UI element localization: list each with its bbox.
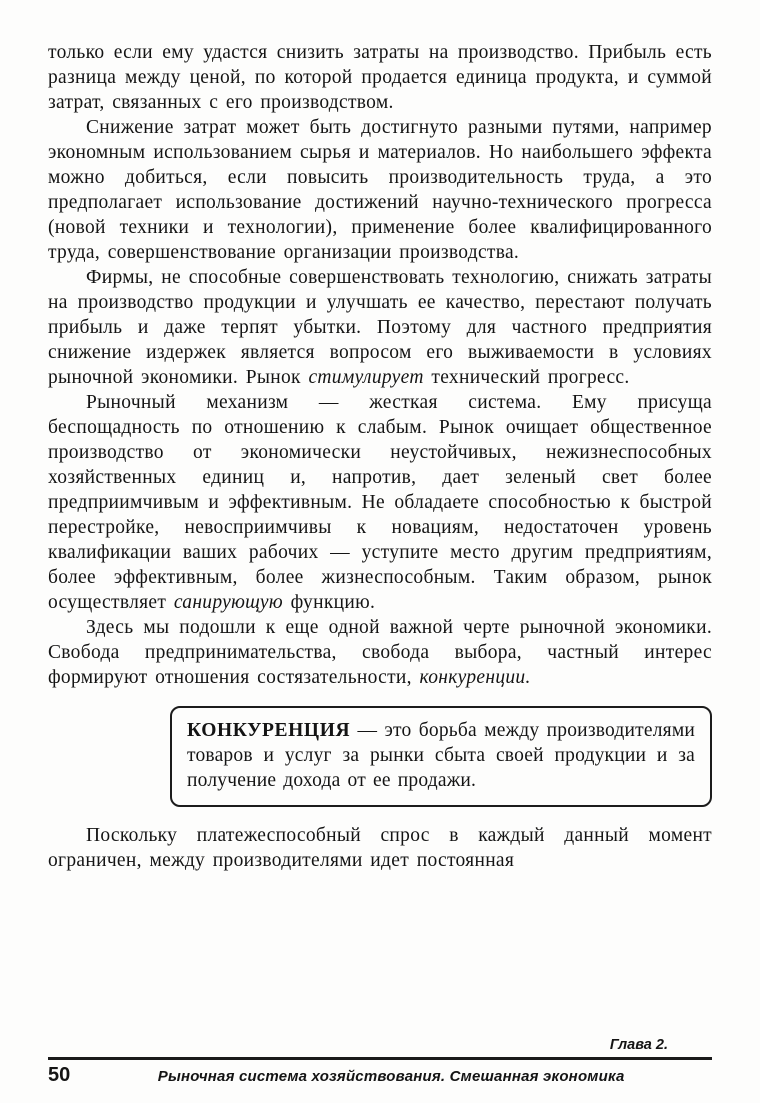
footer-divider — [48, 1057, 712, 1060]
paragraph — [48, 823, 712, 873]
paragraph-text-emphasis: санирующую — [173, 592, 283, 613]
paragraph-text: Здесь мы подошли к еще одной важной черте рыночной экономики. Свобода предпринимательства, свобода выбора, частный интерес формируют отношения состязательности, — [48, 617, 712, 688]
definition-term: КОНКУРЕНЦИЯ — [187, 720, 351, 741]
paragraph-text: функцию. — [282, 592, 376, 613]
paragraph — [48, 115, 712, 265]
paragraph — [48, 615, 712, 690]
paragraph-text: Рыночный механизм — жесткая система. Ему присуща беспощадность по отношению к слабым. Рынок очищает общественное производство от экономически неустойчивых, нежизнеспособных хозяйственных единиц и, напротив, дает зеленый свет более предприимчивым и эффективным. Не обладаете способностью к быстрой перестройке, невосприимчивы к новациям, недостаточен уровень квалификации ваших рабочих — уступите место другим предприятиям, более эффективным, более жизнеспособным. Таким образом, рынок осуществляет — [48, 392, 712, 613]
running-title: Рыночная система хозяйствования. Смешанная экономика — [157, 1068, 625, 1085]
paragraph-text: Поскольку платежеспособный спрос в каждый данный момент ограничен, между производителями идет постоянная — [48, 825, 712, 871]
paragraph-text: только если ему удастся снизить затраты на производство. Прибыль есть разница между ценой, по которой продается единица продукта, и суммой затрат, связанных с его производством. — [48, 42, 712, 113]
definition-text — [187, 718, 695, 793]
page-footer — [48, 1037, 712, 1087]
paragraph — [48, 265, 712, 390]
definition-box — [170, 706, 712, 807]
paragraph — [48, 390, 712, 615]
paragraph — [48, 40, 712, 115]
paragraph-text: Фирмы, не способные совершенствовать технологию, снижать затраты на производство продукции и улучшать ее качество, перестают получать прибыль и даже терпят убытки. Поэтому для частного предприятия снижение издержек является вопросом его выживаемости в условиях рыночной экономики. Рынок — [48, 267, 712, 388]
chapter-reference: Глава 2. — [609, 1037, 668, 1053]
footer-row — [48, 1064, 712, 1087]
paragraph-text: технический прогресс. — [423, 367, 630, 388]
paragraph-text: Снижение затрат может быть достигнуто разными путями, например экономным использованием сырья и материалов. Но наибольшего эффекта можно добиться, если повысить производительность труда, а это предполагает использование достижений научно-технического прогресса (новой техники и технологии), применение более квалифицированного труда, совершенствование организации производства. — [48, 117, 712, 263]
definition-body: — это борьба между производителями товаров и услуг за рынки сбыта своей продукции и за получение дохода от ее продажи. — [187, 720, 695, 791]
paragraph-text-emphasis: стимулирует — [308, 367, 424, 388]
page-number: 50 — [48, 1064, 71, 1086]
paragraph-text-emphasis: конкуренции. — [419, 667, 531, 688]
